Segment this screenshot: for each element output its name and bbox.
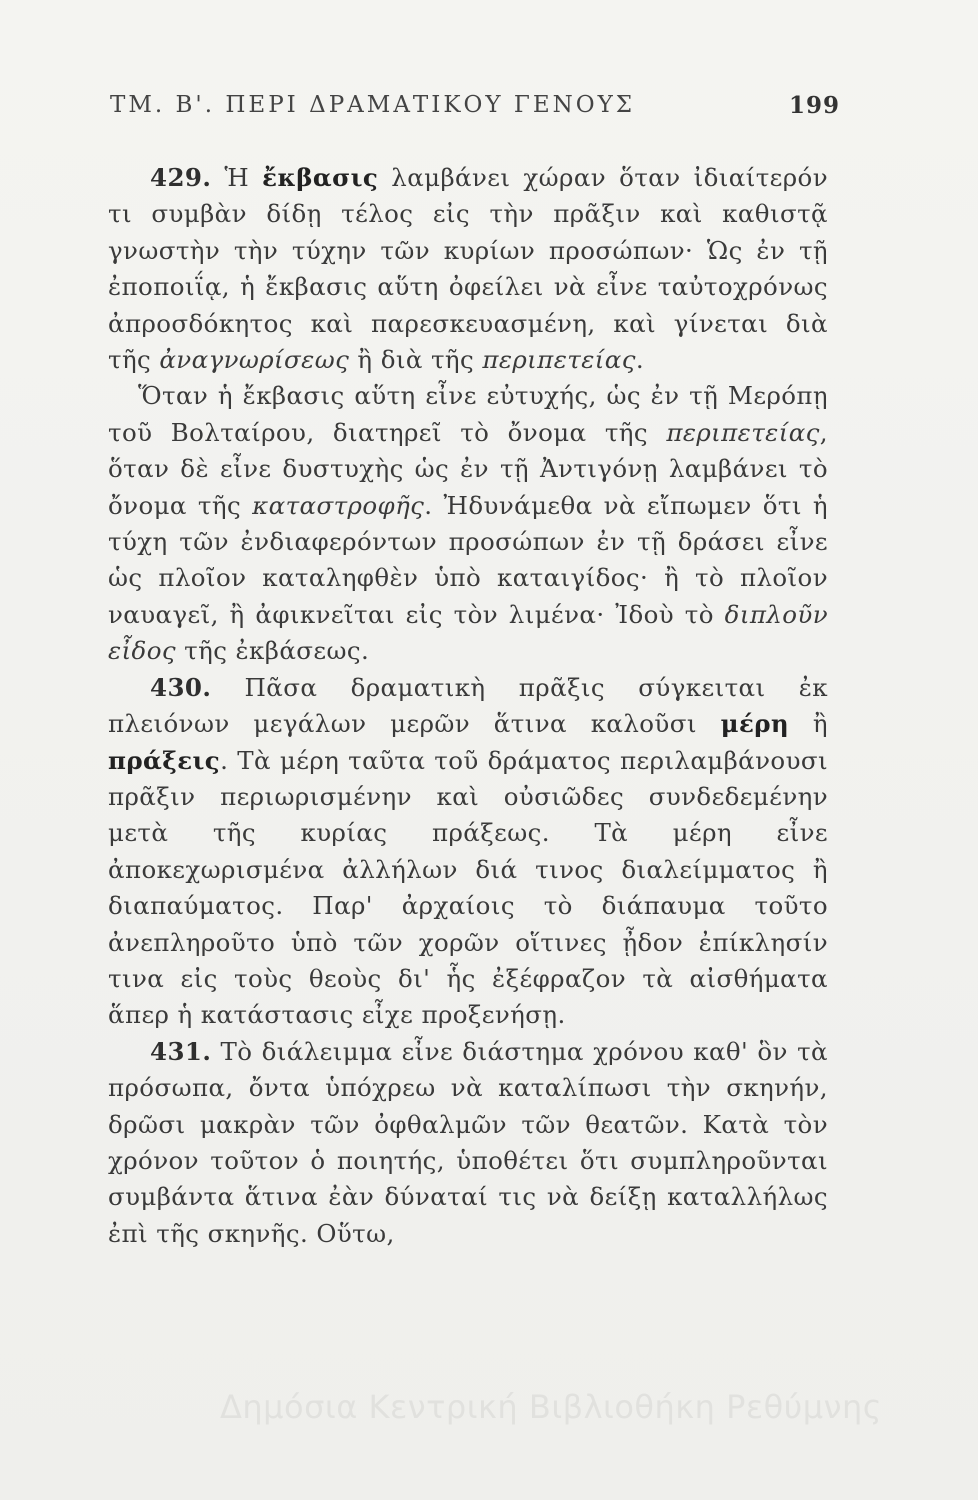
paragraph-429-continued	[108, 378, 828, 669]
body-text	[108, 160, 828, 1252]
bold-term: μέρη	[720, 709, 790, 739]
text-run: Τὸ διάλειμμα εἶνε διάστημα χρόνου καθ' ὃν τὰ πρόσωπα, ὄντα ὑπόχρεω νὰ καταλίπωσι τὴν σκηνήν, δρῶσι μακρὰν τῶν ὀφθαλμῶν τῶν θεατῶν. Κατὰ τὸν χρόνον τοῦτον ὁ ποιητής, ὑποθέτει ὅτι συμπληροῦνται συμβάντα ἅτινα ἐὰν δύναταί τις νὰ δείξῃ καταλλήλως ἐπὶ τῆς σκηνῆς. Οὕτω,	[108, 1036, 828, 1248]
text-run: Πᾶσα δραματικὴ πρᾶξις σύγκειται ἐκ πλειόνων μεγάλων μερῶν ἅτινα καλοῦσι	[108, 672, 828, 739]
text-run: .	[635, 345, 645, 375]
paragraph-429	[108, 160, 828, 378]
text-run: . Ἠδυνάμεθα νὰ εἴπωμεν ὅτι ἡ τύχη τῶν ἐνδιαφερόντων προσώπων ἐν τῇ δράσει εἶνε ὡς πλοῖον καταληφθὲν ὑπὸ καταιγίδος· ἢ τὸ πλοῖον ναυαγεῖ, ἢ ἀφικνεῖται εἰς τὸν λιμένα· Ἰδοὺ τὸ	[108, 490, 828, 629]
library-watermark: Δημόσια Κεντρική Βιβλιοθήκη Ρεθύμνης	[220, 1388, 883, 1426]
section-number: 430.	[150, 672, 212, 702]
page-number: 199	[788, 92, 840, 119]
text-run: . Τὰ μέρη ταῦτα τοῦ δράματος περιλαμβάνουσι πρᾶξιν περιωρισμένην καὶ οὐσιῶδες συνδεδεμένην μετὰ τῆς κυρίας πράξεως. Τὰ μέρη εἶνε ἀποκεχωρισμένα ἀλλήλων διά τινος διαλείμματος ἢ διαπαύματος. Παρ' ἀρχαίοις τὸ διάπαυμα τοῦτο ἀνεπληροῦτο ὑπὸ τῶν χορῶν οἵτινες ᾖδον ἐπίκλησίν τινα εἰς τοὺς θεοὺς δι' ἧς ἐξέφραζον τὰ αἰσθήματα ἅπερ ἡ κατάστασις εἶχε προξενήσῃ.	[108, 745, 828, 1030]
running-title: ΤΜ. Β'. ΠΕΡΙ ΔΡΑΜΑΤΙΚΟΥ ΓΕΝΟΥΣ	[110, 92, 636, 118]
italic-term: διπλοῦν εἶδος	[108, 599, 828, 666]
bold-term: πράξεις	[108, 745, 221, 775]
text-run: ἢ διὰ τῆς	[349, 345, 483, 375]
text-run: , ὅταν δὲ εἶνε δυστυχὴς ὡς ἐν τῇ Ἀντιγόνῃ λαμβάνει τὸ ὄνομα τῆς	[108, 417, 828, 520]
page-header	[110, 92, 840, 132]
text-run: λαμβάνει χώραν ὅταν ἰδιαίτερόν τι συμβὰν δίδῃ τέλος εἰς τὴν πρᾶξιν καὶ καθιστᾷ γνωστὴν τὴν τύχην τῶν κυρίων προσώπων· Ὡς ἐν τῇ ἐποποιΐᾳ, ἡ ἔκβασις αὕτη ὀφείλει νὰ εἶνε ταὐτοχρόνως ἀπροσδόκητος καὶ παρεσκευασμένη, καὶ γίνεται διὰ τῆς	[108, 163, 829, 375]
paragraph-431	[108, 1034, 828, 1252]
italic-term: καταστροφῆς	[252, 490, 425, 520]
section-number: 429.	[150, 163, 212, 192]
italic-term: περιπετείας	[482, 345, 636, 375]
text-run: τῆς ἐκβάσεως.	[175, 636, 370, 666]
text-run: ἢ	[789, 709, 828, 739]
section-number: 431.	[150, 1036, 212, 1066]
italic-term: ἀναγνωρίσεως	[159, 345, 350, 375]
text-run: Ἡ	[211, 163, 263, 192]
bold-term: ἔκβασις	[262, 163, 379, 192]
paragraph-430	[108, 670, 828, 1034]
text-run: Ὅταν ἡ ἔκβασις αὕτη εἶνε εὐτυχής, ὡς ἐν τῇ Μερόπῃ τοῦ Βολταίρου, διατηρεῖ τὸ ὄνομα τῆς	[108, 381, 828, 447]
italic-term: περιπετείας	[666, 417, 820, 447]
